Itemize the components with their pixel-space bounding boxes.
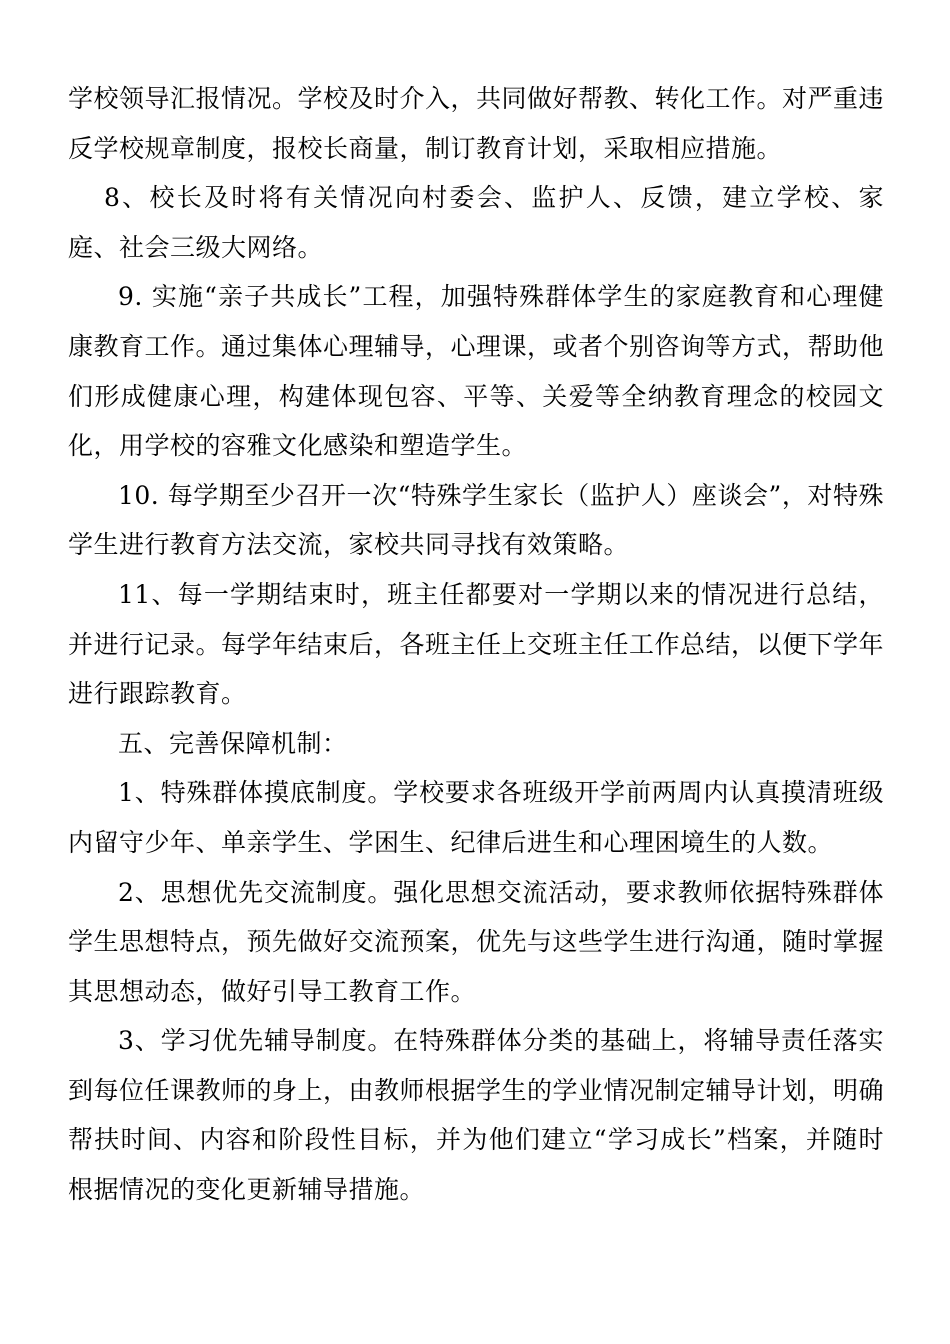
section-heading-5: 五、完善保障机制：	[118, 728, 348, 758]
paragraph-rule-3: 3、学习优先辅导制度。在特殊群体分类的基础上，将辅导责任落实到每位任课教师的身上，由教师根据学生的学业情况制定辅导计划，明确帮扶时间、内容和阶段性目标，并为他们建立“学习成长”档案，并随时根据情况的变化更新辅导措施。	[68, 1026, 885, 1205]
document-page	[68, 74, 884, 1215]
paragraph-continuation: 学校领导汇报情况。学校及时介入，共同做好帮教、转化工作。对严重违反学校规章制度，报校长商量，制订教育计划，采取相应措施。	[68, 84, 885, 163]
paragraph-item-11: 11、每一学期结束时，班主任都要对一学期以来的情况进行总结，并进行记录。每学年结束后，各班主任上交班主任工作总结，以便下学年进行跟踪教育。	[68, 579, 885, 709]
paragraph-rule-2: 2、思想优先交流制度。强化思想交流活动，要求教师依据特殊群体学生思想特点，预先做好交流预案，优先与这些学生进行沟通，随时掌握其思想动态，做好引导工教育工作。	[68, 877, 885, 1006]
paragraph-item-9: 9. 实施“亲子共成长”工程，加强特殊群体学生的家庭教育和心理健康教育工作。通过集体心理辅导，心理课，或者个别咨询等方式，帮助他们形成健康心理，构建体现包容、平等、关爱等全纳教育理念的校园文化，用学校的容雅文化感染和塑造学生。	[68, 282, 885, 461]
paragraph-rule-1: 1、特殊群体摸底制度。学校要求各班级开学前两周内认真摸清班级内留守少年、单亲学生、学困生、纪律后进生和心理困境生的人数。	[68, 778, 884, 857]
paragraph-item-8: 8、校长及时将有关情况向村委会、监护人、反馈，建立学校、家庭、社会三级大网络。	[68, 183, 884, 262]
paragraph-item-10: 10. 每学期至少召开一次“特殊学生家长（监护人）座谈会”，对特殊学生进行教育方法交流，家校共同寻找有效策略。	[68, 480, 884, 560]
